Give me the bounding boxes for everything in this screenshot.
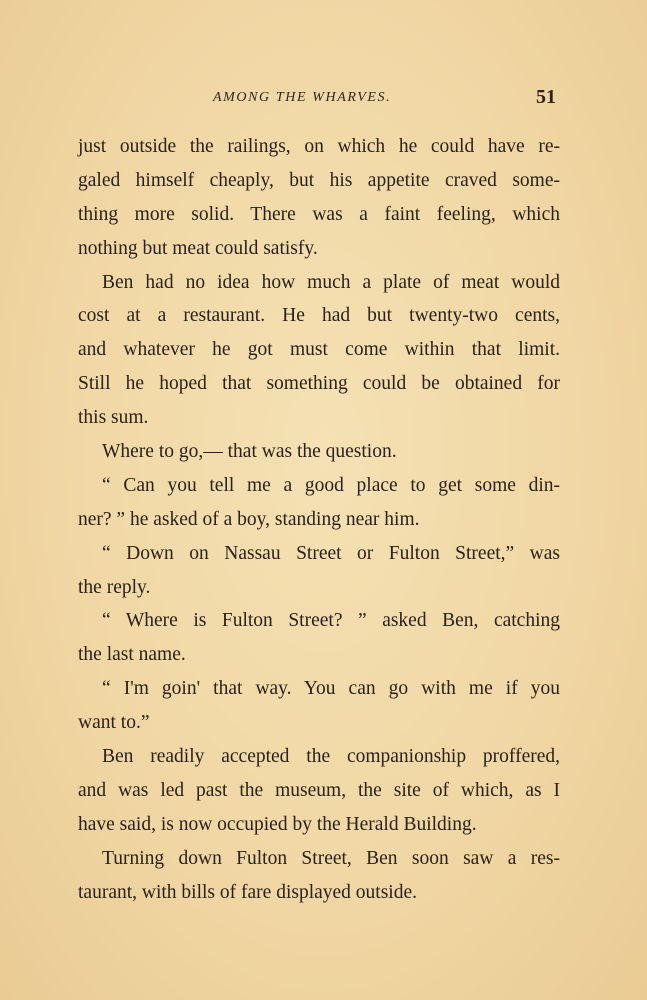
text-line: Turning down Fulton Street, Ben soon saw a res-	[102, 847, 560, 869]
running-head: AMONG THE WHARVES.	[213, 90, 392, 105]
text-line: galed himself cheaply, but his appetite craved some-	[78, 169, 560, 191]
text-body	[78, 130, 560, 909]
text-line: want to.”	[78, 712, 150, 734]
text-line: just outside the railings, on which he could have re-	[78, 136, 560, 157]
text-line: Ben had no idea how much a plate of meat would	[102, 271, 560, 293]
text-line: the last name.	[78, 644, 186, 666]
text-line: nothing but meat could satisfy.	[78, 237, 318, 259]
page-header	[78, 86, 560, 116]
text-line: ner? ” he asked of a boy, standing near him.	[78, 508, 420, 530]
text-line: the reply.	[78, 576, 151, 598]
text-line: Ben readily accepted the companionship proffered,	[102, 746, 560, 768]
text-line: this sum.	[78, 407, 149, 429]
text-line: “ Down on Nassau Street or Fulton Street,” was	[102, 542, 560, 564]
text-line: “ Can you tell me a good place to get some din-	[102, 474, 560, 496]
text-line: “ I'm goin' that way. You can go with me if you	[102, 678, 560, 700]
text-line: and was led past the museum, the site of which, as I	[78, 779, 560, 801]
text-line: Where to go,— that was the question.	[102, 441, 397, 463]
text-line: have said, is now occupied by the Herald Building.	[78, 813, 477, 835]
text-line: and whatever he got must come within that limit.	[78, 339, 560, 361]
text-line: taurant, with bills of fare displayed outside.	[78, 881, 418, 903]
text-line: thing more solid. There was a faint feeling, which	[78, 203, 560, 225]
text-line: cost at a restaurant. He had but twenty-two cents,	[78, 305, 560, 327]
page-number: 51	[536, 86, 556, 108]
text-line: “ Where is Fulton Street? ” asked Ben, catching	[102, 610, 560, 632]
text-line: Still he hoped that something could be obtained for	[78, 373, 560, 395]
